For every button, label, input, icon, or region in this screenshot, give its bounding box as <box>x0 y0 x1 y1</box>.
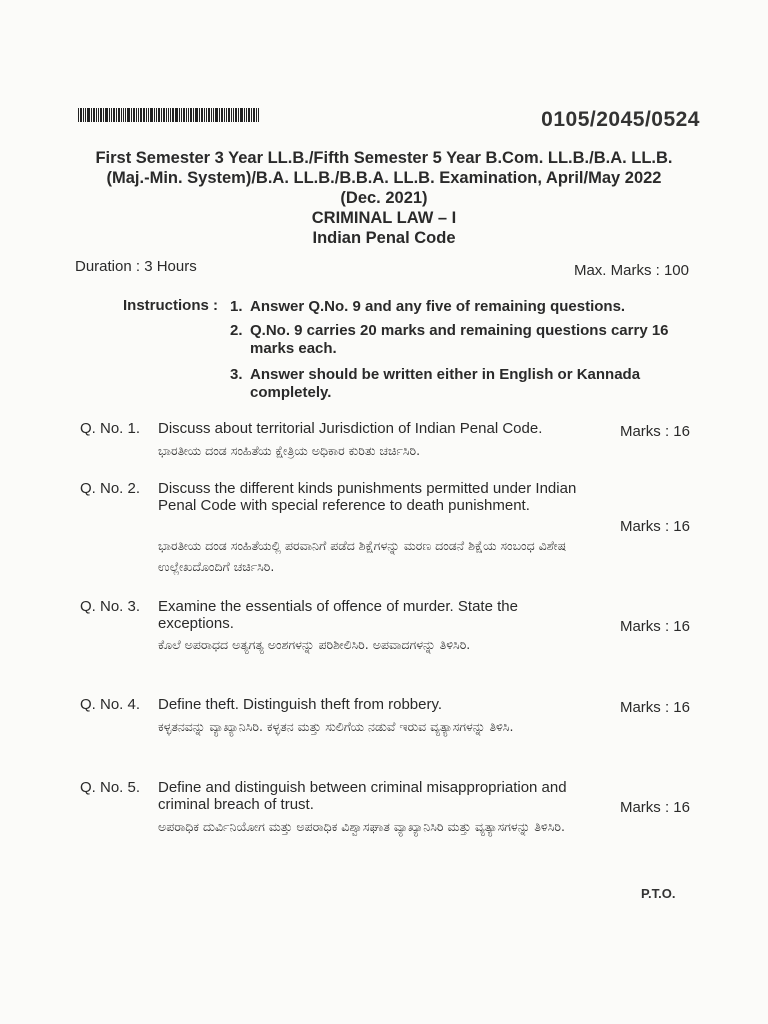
barcode-stripe <box>131 108 132 122</box>
instruction-item <box>230 298 670 316</box>
barcode-stripe <box>195 108 198 122</box>
barcode-stripe <box>179 108 180 122</box>
barcode-stripe <box>166 108 167 122</box>
barcode-stripe <box>121 108 122 122</box>
barcode-stripe <box>127 108 130 122</box>
max-marks: Max. Marks : 100 <box>573 262 689 279</box>
instruction-number: 2. <box>230 322 243 339</box>
barcode-stripe <box>113 108 115 122</box>
question-marks: Marks : 16 <box>619 518 690 535</box>
barcode-stripe <box>83 108 84 122</box>
barcode-stripe <box>204 108 205 122</box>
question-text-kannada: ಅಪರಾಧಿಕ ದುರ್ವಿನಿಯೋಗ ಮತ್ತು ಅಪರಾಧಿಕ ವಿಶ್ವಾಸಘಾತ ವ್ಯಾಖ್ಯಾನಿಸಿರಿ ಮತ್ತು ವ್ಯತ್ಯಾಸಗಳನ್ನು ತಿಳಿಸಿರಿ. <box>158 819 565 834</box>
question-text-kannada: ಕೊಲೆ ಅಪರಾಧದ ಅತ್ಯಗತ್ಯ ಅಂಶಗಳನ್ನು ಪರಿಶೀಲಿಸಿರಿ. ಅಪವಾದಗಳನ್ನು ತಿಳಿಸಿರಿ. <box>158 637 471 652</box>
barcode-stripe <box>253 108 255 122</box>
question-marks: Marks : 16 <box>619 699 690 716</box>
duration: Duration : 3 Hours <box>75 258 197 275</box>
barcode-stripe <box>163 108 165 122</box>
barcode-stripe <box>211 108 212 122</box>
question-number: Q. No. 5. <box>80 779 141 796</box>
question-number: Q. No. 2. <box>80 480 141 497</box>
question-text: Define theft. Distinguish theft from robbery. <box>158 696 443 713</box>
subject-title: CRIMINAL LAW – I <box>311 209 457 227</box>
question-text: Examine the essentials of offence of murder. State the exceptions. <box>158 598 518 632</box>
exam-header <box>40 148 728 248</box>
barcode-stripe <box>251 108 252 122</box>
question-text-kannada: ಭಾರತೀಯ ದಂಡ ಸಂಹಿತೆಯಲ್ಲಿ ಪರವಾನಿಗೆ ಪಡೆದ ಶಿಕ್ಷೆಗಳನ್ನು ಮರಣ ದಂಡನೆ ಶಿಕ್ಷೆಯ ಸಂಬಂಧ ವಿಶೇಷ ಉಲ್ಲೇಖದೊಂದಿಗೆ ಚರ್ಚಿಸಿರಿ. <box>158 538 567 574</box>
question-text-kannada: ಭಾರತೀಯ ದಂಡ ಸಂಹಿತೆಯ ಕ್ಷೇತ್ರಿಯ ಅಧಿಕಾರ ಕುರಿತು ಚರ್ಚಿಸಿರಿ. <box>158 443 421 458</box>
barcode-stripe <box>235 108 237 122</box>
barcode-stripe <box>215 108 218 122</box>
barcode-stripe <box>100 108 102 122</box>
instruction-text: Answer Q.No. 9 and any five of remaining questions. <box>250 298 626 315</box>
barcode-stripe <box>138 108 139 122</box>
barcode-stripe <box>143 108 145 122</box>
instruction-text: Q.No. 9 carries 20 marks and remaining questions carry 16 marks each. <box>250 322 669 357</box>
barcode-stripe <box>186 108 187 122</box>
barcode-stripe <box>158 108 160 122</box>
question-text: Define and distinguish between criminal misappropriation and criminal breach of trust. <box>158 779 567 813</box>
barcode-stripe <box>161 108 162 122</box>
barcode-stripe <box>136 108 137 122</box>
header-line-2: (Maj.-Min. System)/B.A. LL.B./B.B.A. LL.B. Examination, April/May 2022 <box>106 169 662 187</box>
question-text-kannada: ಕಳ್ಳತನವನ್ನು ವ್ಯಾಖ್ಯಾನಿಸಿರಿ. ಕಳ್ಳತನ ಮತ್ತು ಸುಲಿಗೆಯ ನಡುವೆ ಇರುವ ವ್ಯತ್ಯಾಸಗಳನ್ನು ತಿಳಿಸಿ. <box>158 719 514 734</box>
barcode-stripe <box>219 108 220 122</box>
barcode-stripe <box>111 108 112 122</box>
barcode-stripe <box>181 108 182 122</box>
barcode-stripe <box>118 108 120 122</box>
barcode-stripe <box>190 108 192 122</box>
barcode-stripe <box>146 108 147 122</box>
question-number: Q. No. 1. <box>80 420 141 437</box>
barcode-stripe <box>221 108 223 122</box>
question-marks: Marks : 16 <box>619 423 690 440</box>
barcode-stripe <box>208 108 210 122</box>
barcode-stripe <box>150 108 153 122</box>
barcode-stripe <box>224 108 225 122</box>
barcode-stripe <box>170 108 171 122</box>
question-marks: Marks : 16 <box>619 618 690 635</box>
question-number: Q. No. 3. <box>80 598 141 615</box>
barcode-stripe <box>188 108 189 122</box>
barcode-stripe <box>193 108 194 122</box>
barcode-stripe <box>133 108 135 122</box>
barcode-stripe <box>246 108 247 122</box>
header-line-3: (Dec. 2021) <box>340 189 428 207</box>
question-text: Discuss about territorial Jurisdiction of Indian Penal Code. <box>158 420 543 437</box>
instruction-item <box>230 322 670 358</box>
barcode-stripe <box>116 108 117 122</box>
barcode-stripe <box>80 108 82 122</box>
barcode-stripe <box>244 108 245 122</box>
header-line-1: First Semester 3 Year LL.B./Fifth Semester 5 Year B.Com. LL.B./B.A. LL.B. <box>95 149 673 167</box>
instruction-item <box>230 366 670 402</box>
barcode-stripe <box>93 108 95 122</box>
question-marks: Marks : 16 <box>619 799 690 816</box>
barcode-stripe <box>206 108 207 122</box>
barcode-stripe <box>258 108 259 122</box>
barcode <box>78 108 304 122</box>
barcode-stripe <box>125 108 126 122</box>
instructions-label: Instructions : <box>123 297 219 314</box>
barcode-stripe <box>228 108 230 122</box>
barcode-stripe <box>168 108 169 122</box>
barcode-stripe <box>96 108 97 122</box>
barcode-stripe <box>183 108 185 122</box>
instruction-number: 3. <box>230 366 243 383</box>
barcode-stripe <box>140 108 142 122</box>
question-text: Discuss the different kinds punishments permitted under Indian Penal Code with special reference to death punishment. <box>158 480 577 514</box>
barcode-stripe <box>109 108 110 122</box>
barcode-stripe <box>103 108 104 122</box>
barcode-stripe <box>201 108 203 122</box>
barcode-stripe <box>105 108 108 122</box>
barcode-stripe <box>240 108 243 122</box>
barcode-stripe <box>156 108 157 122</box>
barcode-stripe <box>233 108 234 122</box>
barcode-stripe <box>78 108 79 122</box>
barcode-stripe <box>154 108 155 122</box>
barcode-stripe <box>175 108 178 122</box>
barcode-stripe <box>91 108 92 122</box>
paper-code: 0105/2045/0524 <box>541 108 700 131</box>
barcode-stripe <box>238 108 239 122</box>
instruction-text: Answer should be written either in English or Kannada completely. <box>250 366 641 401</box>
barcode-stripe <box>248 108 250 122</box>
pto-label: P.T.O. <box>641 886 676 901</box>
barcode-stripe <box>123 108 124 122</box>
instruction-number: 1. <box>230 298 243 315</box>
question-number: Q. No. 4. <box>80 696 141 713</box>
barcode-stripe <box>87 108 90 122</box>
barcode-stripe <box>213 108 214 122</box>
barcode-stripe <box>199 108 200 122</box>
barcode-stripe <box>85 108 86 122</box>
barcode-stripe <box>231 108 232 122</box>
barcode-stripe <box>172 108 174 122</box>
barcode-stripe <box>98 108 99 122</box>
paper-title: Indian Penal Code <box>312 229 456 247</box>
barcode-stripe <box>226 108 227 122</box>
barcode-stripe <box>148 108 149 122</box>
barcode-stripe <box>256 108 257 122</box>
